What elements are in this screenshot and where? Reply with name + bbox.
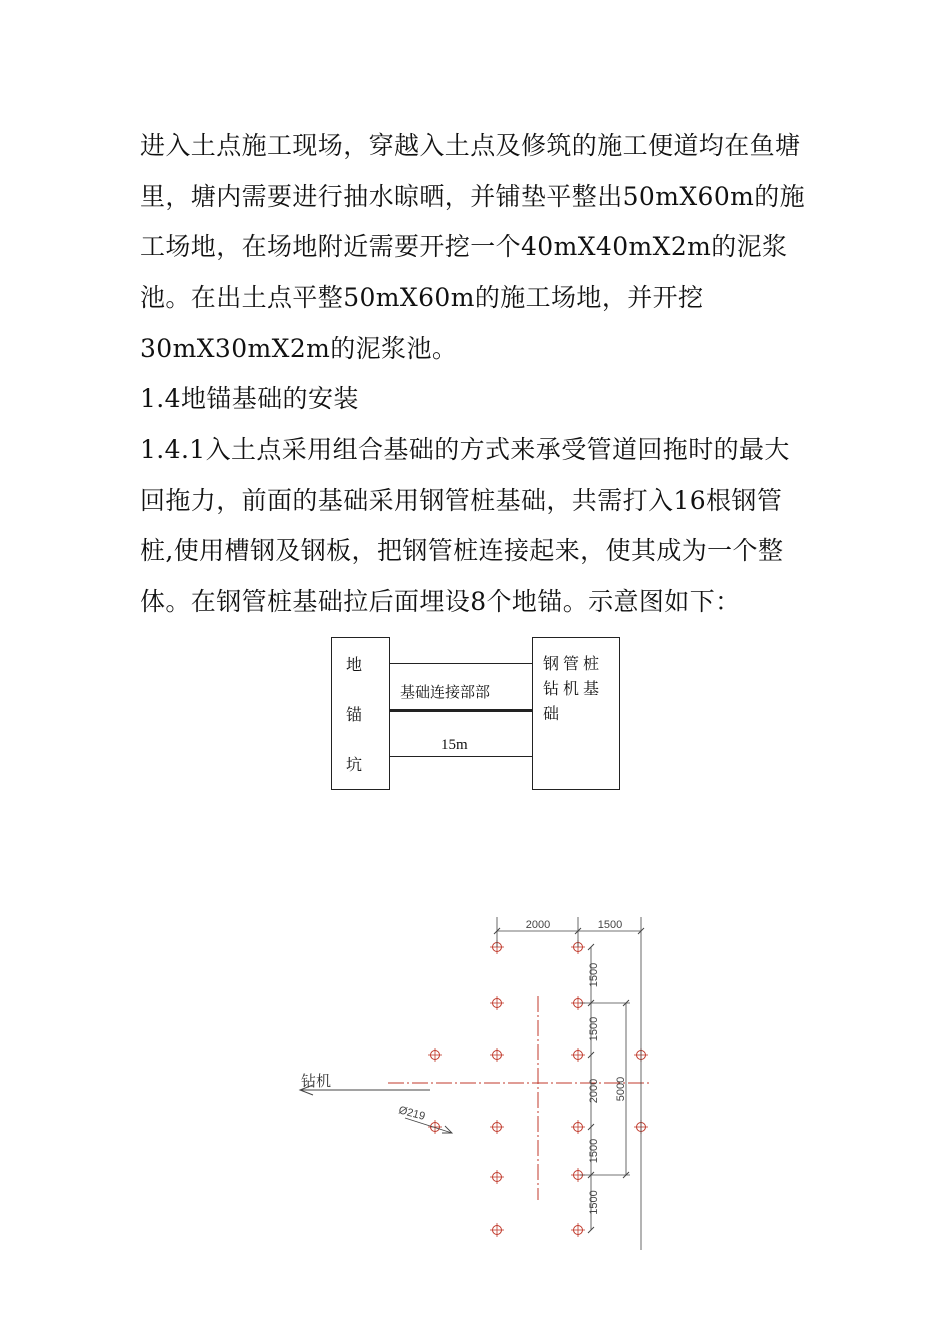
diameter-label: Ø219	[397, 1104, 427, 1123]
anchor-pit-box	[331, 637, 390, 790]
section-heading: 1.4地锚基础的安装	[140, 384, 359, 413]
connection-line-bottom	[390, 756, 532, 757]
pile-foundation-label: 钢管桩钻机基础	[543, 654, 604, 723]
diameter-arrow-head	[442, 1126, 452, 1133]
anchor-pit-char: 锚	[346, 705, 363, 724]
dim-label-segment: 2000	[588, 1078, 600, 1104]
pile-foundation-box	[532, 637, 620, 790]
dim-label-1500: 1500	[597, 919, 623, 931]
pile-marker	[490, 1223, 504, 1237]
dim-label-segment: 1500	[588, 1138, 600, 1164]
pile-marker	[490, 1120, 504, 1134]
distance-label: 15m	[441, 737, 468, 753]
rig-label: 钻机	[301, 1072, 332, 1090]
pile-marker	[428, 1048, 442, 1062]
dim-label-segment: 1500	[588, 962, 600, 988]
dim-label-segment: 1500	[588, 1190, 600, 1215]
pile-marker	[571, 1223, 585, 1237]
pile-layout-diagram	[280, 905, 680, 1250]
pile-marker	[490, 996, 504, 1010]
diameter-leader-line	[405, 1118, 452, 1133]
connection-line-top	[390, 663, 532, 664]
pile-marker	[490, 1048, 504, 1062]
dim-label-5000: 5000	[615, 1076, 627, 1102]
pile-marker	[571, 1048, 585, 1062]
dim-label-segment: 1500	[588, 1016, 600, 1042]
anchor-pit-char: 坑	[346, 755, 363, 774]
connection-line-main	[390, 709, 532, 712]
pile-marker	[428, 1120, 442, 1134]
paragraph-site-preparation: 进入土点施工现场，穿越入土点及修筑的施工便道均在鱼塘里，塘内需要进行抽水晾晒，并铺垫平整出50mX60m的施工场地，在场地附近需要开挖一个40mX40mX2m的泥浆池。在出土点平整50mX60m的施工场地，并开挖30mX30mX2m的泥浆池。	[140, 131, 806, 363]
anchor-pit-char: 地	[346, 655, 363, 674]
pile-marker	[571, 1120, 585, 1134]
foundation-connection-diagram	[330, 636, 622, 792]
pile-marker	[490, 1170, 504, 1184]
paragraph-anchor-foundation: 1.4.1入土点采用组合基础的方式来承受管道回拖时的最大回拖力，前面的基础采用钢管桩基础，共需打入16根钢管桩,使用槽钢及钢板，把钢管桩连接起来，使其成为一个整体。在钢管桩基础拉后面埋设8个地锚。示意图如下：	[140, 435, 790, 617]
dim-label-2000: 2000	[525, 919, 551, 931]
connection-label: 基础连接部部	[400, 685, 491, 701]
